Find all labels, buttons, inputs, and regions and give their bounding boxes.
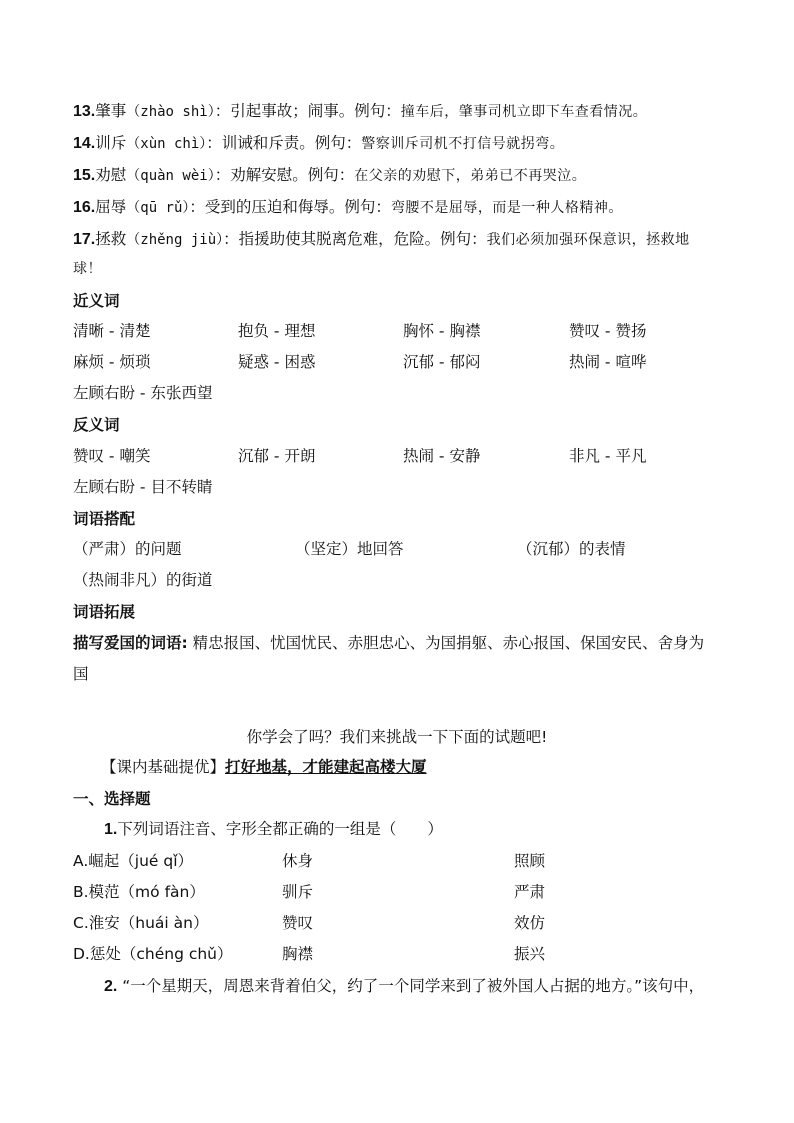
collocation-item: （坚定）地回答 — [295, 540, 404, 558]
patriotic-words — [73, 632, 704, 654]
antonym-pair: 热闹 - 安静 — [403, 447, 481, 465]
synonym-pair: 赞叹 - 赞扬 — [569, 322, 647, 340]
definition-17: 17.拯救（zhěng jiù）：指援助使其脱离危难，危险。例句：我们必须加强环保意识，拯救地 — [73, 230, 690, 248]
antonym-pair: 赞叹 - 嘲笑 — [73, 447, 151, 465]
patriotic-words-text: 精忠报国、忧国忧民、赤胆忠心、为国捐躯、赤心报国、保国安民、舍身为 — [187, 634, 705, 652]
synonym-pair: 左顾右盼 - 东张西望 — [73, 384, 213, 402]
option-c-label[interactable]: C.淮安（huái àn） — [73, 914, 209, 932]
part-heading: 一、选择题 — [73, 790, 151, 808]
collocation-item: （热闹非凡）的街道 — [73, 571, 213, 589]
antonym-pair: 沉郁 - 开朗 — [238, 447, 316, 465]
option-d-label[interactable]: D.惩处（chéng chǔ） — [73, 945, 233, 963]
definition-13: 13.肇事（zhào shì）：引起事故；闹事。例句：撞车后，肇事司机立即下车查看情况。 — [73, 102, 648, 120]
synonyms-heading: 近义词 — [73, 292, 120, 310]
synonym-pair: 胸怀 - 胸襟 — [403, 322, 481, 340]
option-b-word2: 驯斥 — [282, 883, 314, 901]
synonym-pair: 热闹 - 喧哗 — [569, 353, 647, 371]
question-2: 2. “一个星期天，周恩来背着伯父，约了一个同学来到了被外国人占据的地方。”该句中， — [104, 977, 705, 995]
section-slogan: 打好地基，才能建起高楼大厦 — [225, 758, 427, 776]
definition-16: 16.屈辱（qū rǔ）：受到的压迫和侮辱。例句：弯腰不是屈辱，而是一种人格精神。 — [73, 198, 623, 216]
option-d-word3: 振兴 — [514, 945, 546, 963]
antonym-pair: 左顾右盼 - 目不转睛 — [73, 478, 213, 496]
antonyms-heading: 反义词 — [73, 416, 120, 434]
challenge-line: 你学会了吗？我们来挑战一下下面的试题吧! — [246, 728, 548, 746]
synonym-pair: 抱负 - 理想 — [238, 322, 316, 340]
section-title — [101, 756, 427, 778]
expansion-heading: 词语拓展 — [73, 603, 136, 621]
collocation-item: （严肃）的问题 — [73, 540, 182, 558]
question-1: 1.下列词语注音、字形全都正确的一组是（ ） — [104, 820, 443, 838]
patriotic-words-continued: 国 — [73, 665, 89, 683]
patriotic-words-label: 描写爱国的词语: — [73, 634, 188, 652]
collocation-item: （沉郁）的表情 — [517, 540, 626, 558]
definition-14: 14.训斥（xùn chì）：训诫和斥责。例句：警察训斥司机不打信号就拐弯。 — [73, 134, 565, 152]
option-a-word3: 照顾 — [514, 852, 546, 870]
option-a-word2: 休身 — [282, 852, 314, 870]
option-c-word2: 赞叹 — [282, 914, 314, 932]
synonym-pair: 疑惑 - 困惑 — [238, 353, 316, 371]
definition-17-continued: 球！ — [73, 261, 102, 277]
option-d-word2: 胸襟 — [282, 945, 314, 963]
option-a-label[interactable]: A.崛起（jué qǐ） — [73, 852, 193, 870]
option-c-word3: 效仿 — [514, 914, 546, 932]
synonym-pair: 清晰 - 清楚 — [73, 322, 151, 340]
synonym-pair: 麻烦 - 烦琐 — [73, 353, 151, 371]
option-b-word3: 严肃 — [514, 883, 546, 901]
synonym-pair: 沉郁 - 郁闷 — [403, 353, 481, 371]
antonym-pair: 非凡 - 平凡 — [569, 447, 647, 465]
section-bracket: 【课内基础提优】 — [101, 758, 226, 776]
definition-15: 15.劝慰（quàn wèi）：劝解安慰。例句：在父亲的劝慰下，弟弟已不再哭泣。 — [73, 166, 587, 184]
collocation-heading: 词语搭配 — [73, 510, 136, 528]
option-b-label[interactable]: B.模范（mó fàn） — [73, 883, 205, 901]
